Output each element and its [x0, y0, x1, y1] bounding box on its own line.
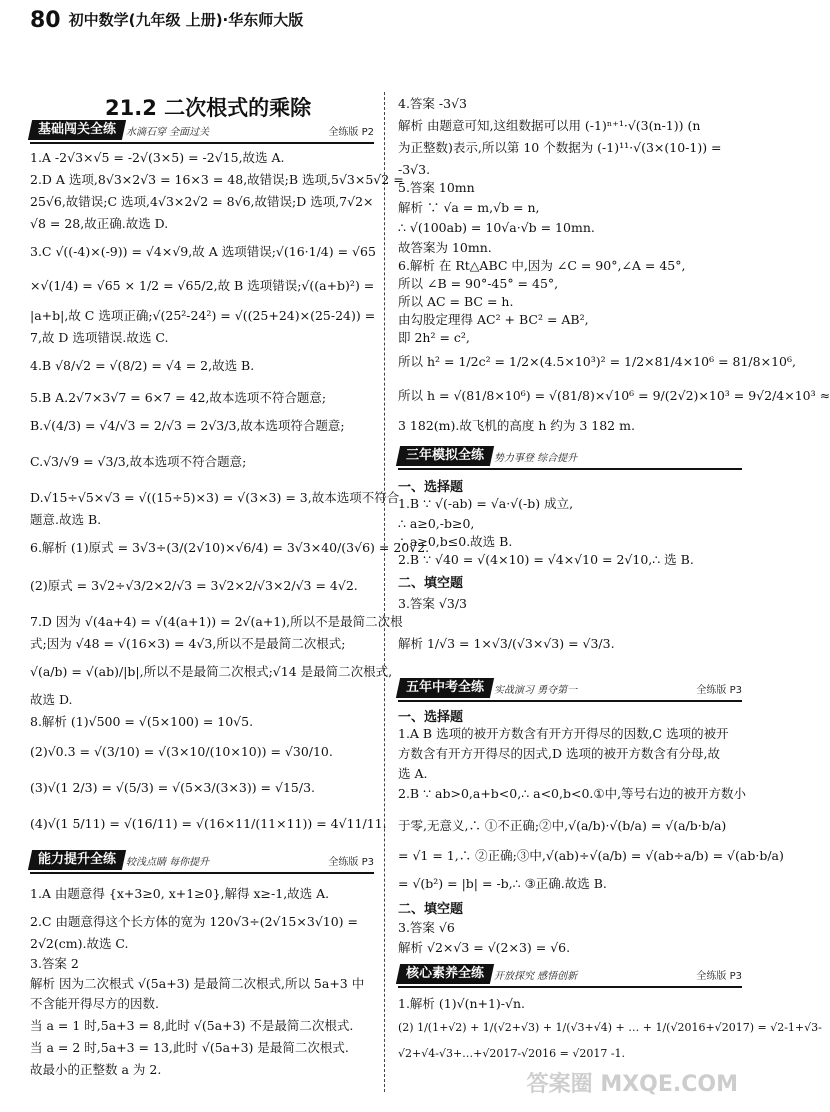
answer-line: 题意.故选 B. — [30, 512, 102, 527]
answer-line: B.√(4/3) = √4/√3 = 2/√3 = 2√3/3,故本选项符合题意; — [30, 418, 345, 433]
answer-line: 4.B √8/√2 = √(8/2) = √4 = 2,故选 B. — [30, 358, 255, 373]
answer-line: 6.解析 (1)原式 = 3√3÷(3/(2√10)×√6/4) = 3√3×40/(3√6) = 20√2. — [30, 540, 430, 555]
banner-ability — [30, 850, 374, 874]
answer-line: 方数含有开方开得尽的因式,D 选项的被开方数含有分母,故 — [398, 746, 720, 761]
answer-line: |a+b|,故 C 选项正确;√(25²-24²) = √((25+24)×(25-24)) = — [30, 308, 376, 323]
banner-basic-label: 基础闯关全练 — [38, 122, 117, 137]
banner-three-year-label: 三年模拟全练 — [406, 448, 485, 463]
watermark: 答案圈 MXQE.COM — [526, 1072, 738, 1097]
answer-line: √2+√4-√3+…+√2017-√2016 = √2017 -1. — [398, 1047, 626, 1060]
banner-basic-ref: 全练版 P2 — [328, 127, 374, 138]
answer-line: 1.A -2√3×√5 = -2√(3×5) = -2√15,故选 A. — [30, 150, 285, 165]
answer-line: 5.B A.2√7×3√7 = 6×7 = 42,故本选项不符合题意; — [30, 390, 327, 405]
section-title: 21.2 二次根式的乘除 — [105, 96, 312, 120]
answer-line: 1.A B 选项的被开方数含有开方开得尽的因数,C 选项的被开 — [398, 726, 729, 741]
banner-five-year-ref: 全练版 P3 — [696, 685, 742, 696]
section-heading: 二、填空题 — [398, 576, 464, 591]
answer-line: 7,故 D 选项错误.故选 C. — [30, 330, 169, 345]
answer-line: 所以 ∠B = 90°-45° = 45°, — [398, 276, 559, 291]
answer-line: 不含能开得尽方的因数. — [30, 996, 159, 1011]
answer-line: (2) 1/(1+√2) + 1/(√2+√3) + 1/(√3+√4) + … + 1/(√2016+√2017) = √2-1+√3- — [398, 1021, 822, 1034]
banner-core-ref: 全练版 P3 — [696, 971, 742, 982]
answer-line: 3 182(m).故飞机的高度 h 约为 3 182 m. — [398, 418, 635, 433]
book-title: 初中数学(九年级 上册)·华东师大版 — [68, 11, 304, 29]
answer-line: 故最小的正整数 a 为 2. — [30, 1062, 162, 1077]
answer-line: 2.D A 选项,8√3×2√3 = 16×3 = 48,故错误;B 选项,5√3×5√2 = — [30, 172, 404, 187]
answer-line: 解析 因为二次根式 √(5a+3) 是最简二次根式,所以 5a+3 中 — [30, 976, 365, 991]
banner-five-year — [398, 678, 742, 702]
page-number: 80 — [30, 8, 61, 33]
answer-line: √8 = 28,故正确.故选 D. — [30, 216, 169, 231]
banner-five-year-sub: 实战演习 勇夺第一 — [494, 685, 578, 696]
answer-line: 当 a = 1 时,5a+3 = 8,此时 √(5a+3) 不是最简二次根式. — [30, 1018, 354, 1033]
answer-line: D.√15÷√5×√3 = √((15÷5)×3) = √(3×3) = 3,故本选项不符合 — [30, 490, 400, 505]
answer-line: 所以 h² = 1/2c² = 1/2×(4.5×10³)² = 1/2×81/4×10⁶ = 81/8×10⁶, — [398, 354, 796, 369]
answer-line: 2.B ∵ ab>0,a+b<0,∴ a<0,b<0.①中,等号右边的被开方数小 — [398, 786, 747, 801]
answer-line: -3√3. — [398, 162, 431, 177]
answer-line: 解析 1/√3 = 1×√3/(√3×√3) = √3/3. — [398, 636, 615, 651]
banner-three-year — [398, 446, 742, 470]
answer-line: 解析 √2×√3 = √(2×3) = √6. — [398, 940, 571, 955]
banner-basic-sub: 水滴石穿 全面过关 — [126, 127, 210, 138]
answer-line: 解析 由题意可知,这组数据可以用 (-1)ⁿ⁺¹·√(3(n-1)) (n — [398, 118, 701, 133]
answer-line: (2)原式 = 3√2÷√3/2×2/√3 = 3√2×2/√3×2/√3 = 4√2. — [30, 578, 358, 593]
answer-line: 7.D 因为 √(4a+4) = √(4(a+1)) = 2√(a+1),所以不是最简二次根 — [30, 614, 403, 629]
answer-line: 式;因为 √48 = √(16×3) = 4√3,所以不是最简二次根式; — [30, 636, 346, 651]
answer-line: 故选 D. — [30, 692, 73, 707]
answer-line: ∴ a≥0,b≤0.故选 B. — [398, 534, 513, 549]
answer-line: 3.答案 2 — [30, 956, 79, 971]
column-divider — [384, 92, 385, 1092]
banner-ability-sub: 较浅点睛 每你提升 — [126, 857, 210, 868]
answer-line: 当 a = 2 时,5a+3 = 13,此时 √(5a+3) 是最简二次根式. — [30, 1040, 349, 1055]
answer-line: 即 2h² = c², — [398, 330, 470, 345]
answer-line: 由勾股定理得 AC² + BC² = AB², — [398, 312, 589, 327]
answer-line: ×√(1/4) = √65 × 1/2 = √65/2,故 B 选项错误;√((a+b)²) = — [30, 278, 375, 293]
section-heading: 一、选择题 — [398, 710, 464, 725]
answer-line: 25√6,故错误;C 选项,4√3×2√2 = 8√6,故错误;D 选项,7√2× — [30, 194, 374, 209]
answer-line: ∴ √(100ab) = 10√a·√b = 10mn. — [398, 220, 595, 235]
answer-line: 解析 ∵ √a = m,√b = n, — [398, 200, 540, 215]
answer-line: 2.C 由题意得这个长方体的宽为 120√3÷(2√15×3√10) = — [30, 914, 359, 929]
answer-line: 为正整数)表示,所以第 10 个数据为 (-1)¹¹·√(3×(10-1)) = — [398, 140, 722, 155]
answer-line: 5.答案 10mn — [398, 180, 475, 195]
banner-five-year-label: 五年中考全练 — [406, 680, 485, 695]
banner-basic — [30, 120, 374, 144]
banner-core-sub: 开放探究 感悟创新 — [494, 971, 578, 982]
answer-line: 所以 AC = BC = h. — [398, 294, 514, 309]
banner-ability-label: 能力提升全练 — [38, 852, 117, 867]
answer-line: 于零,无意义,∴ ①不正确;②中,√(a/b)·√(b/a) = √(a/b·b/a) — [398, 818, 727, 833]
answer-line: 1.B ∵ √(-ab) = √a·√(-b) 成立, — [398, 496, 574, 511]
answer-line: 8.解析 (1)√500 = √(5×100) = 10√5. — [30, 714, 254, 729]
answer-line: 3.答案 √6 — [398, 920, 455, 935]
section-heading: 二、填空题 — [398, 902, 464, 917]
answer-line: 4.答案 -3√3 — [398, 96, 467, 111]
answer-line: 2.B ∵ √40 = √(4×10) = √4×√10 = 2√10,∴ 选 B. — [398, 552, 694, 567]
section-heading: 一、选择题 — [398, 480, 464, 495]
answer-line: (4)√(1 5/11) = √(16/11) = √(16×11/(11×11)) = 4√11/11. — [30, 816, 387, 831]
answer-line: (3)√(1 2/3) = √(5/3) = √(5×3/(3×3)) = √15/3. — [30, 780, 316, 795]
answer-line: 2√2(cm).故选 C. — [30, 936, 129, 951]
answer-line: 3.C √((-4)×(-9)) = √4×√9,故 A 选项错误;√(16·1/4) = √65 — [30, 244, 376, 259]
banner-core — [398, 964, 742, 988]
banner-three-year-sub: 势力事登 综合提升 — [494, 453, 578, 464]
answer-line: √(a/b) = √(ab)/|b|,所以不是最简二次根式;√14 是最简二次根式, — [30, 664, 393, 679]
banner-ability-ref: 全练版 P3 — [328, 857, 374, 868]
answer-line: = √1 = 1,∴ ②正确;③中,√(ab)÷√(a/b) = √(ab÷a/b) = √(ab·b/a) — [398, 848, 784, 863]
banner-core-label: 核心素养全练 — [406, 966, 485, 981]
answer-line: 选 A. — [398, 766, 428, 781]
answer-line: ∴ a≥0,-b≥0, — [398, 516, 475, 531]
answer-line: 6.解析 在 Rt△ABC 中,因为 ∠C = 90°,∠A = 45°, — [398, 258, 686, 273]
answer-line: 所以 h = √(81/8×10⁶) = √(81/8)×√10⁶ = 9/(2√2)×10³ = 9√2/4×10³ ≈ — [398, 388, 830, 403]
answer-line: (2)√0.3 = √(3/10) = √(3×10/(10×10)) = √30/10. — [30, 744, 333, 759]
answer-line: 1.A 由题意得 {x+3≥0, x+1≥0},解得 x≥-1,故选 A. — [30, 886, 330, 901]
answer-line: 故答案为 10mn. — [398, 240, 492, 255]
answer-line: 1.解析 (1)√(n+1)-√n. — [398, 996, 526, 1011]
answer-line: = √(b²) = |b| = -b,∴ ③正确.故选 B. — [398, 876, 607, 891]
page-header — [30, 8, 303, 33]
answer-line: C.√3/√9 = √3/3,故本选项不符合题意; — [30, 454, 247, 469]
answer-line: 3.答案 √3/3 — [398, 596, 467, 611]
